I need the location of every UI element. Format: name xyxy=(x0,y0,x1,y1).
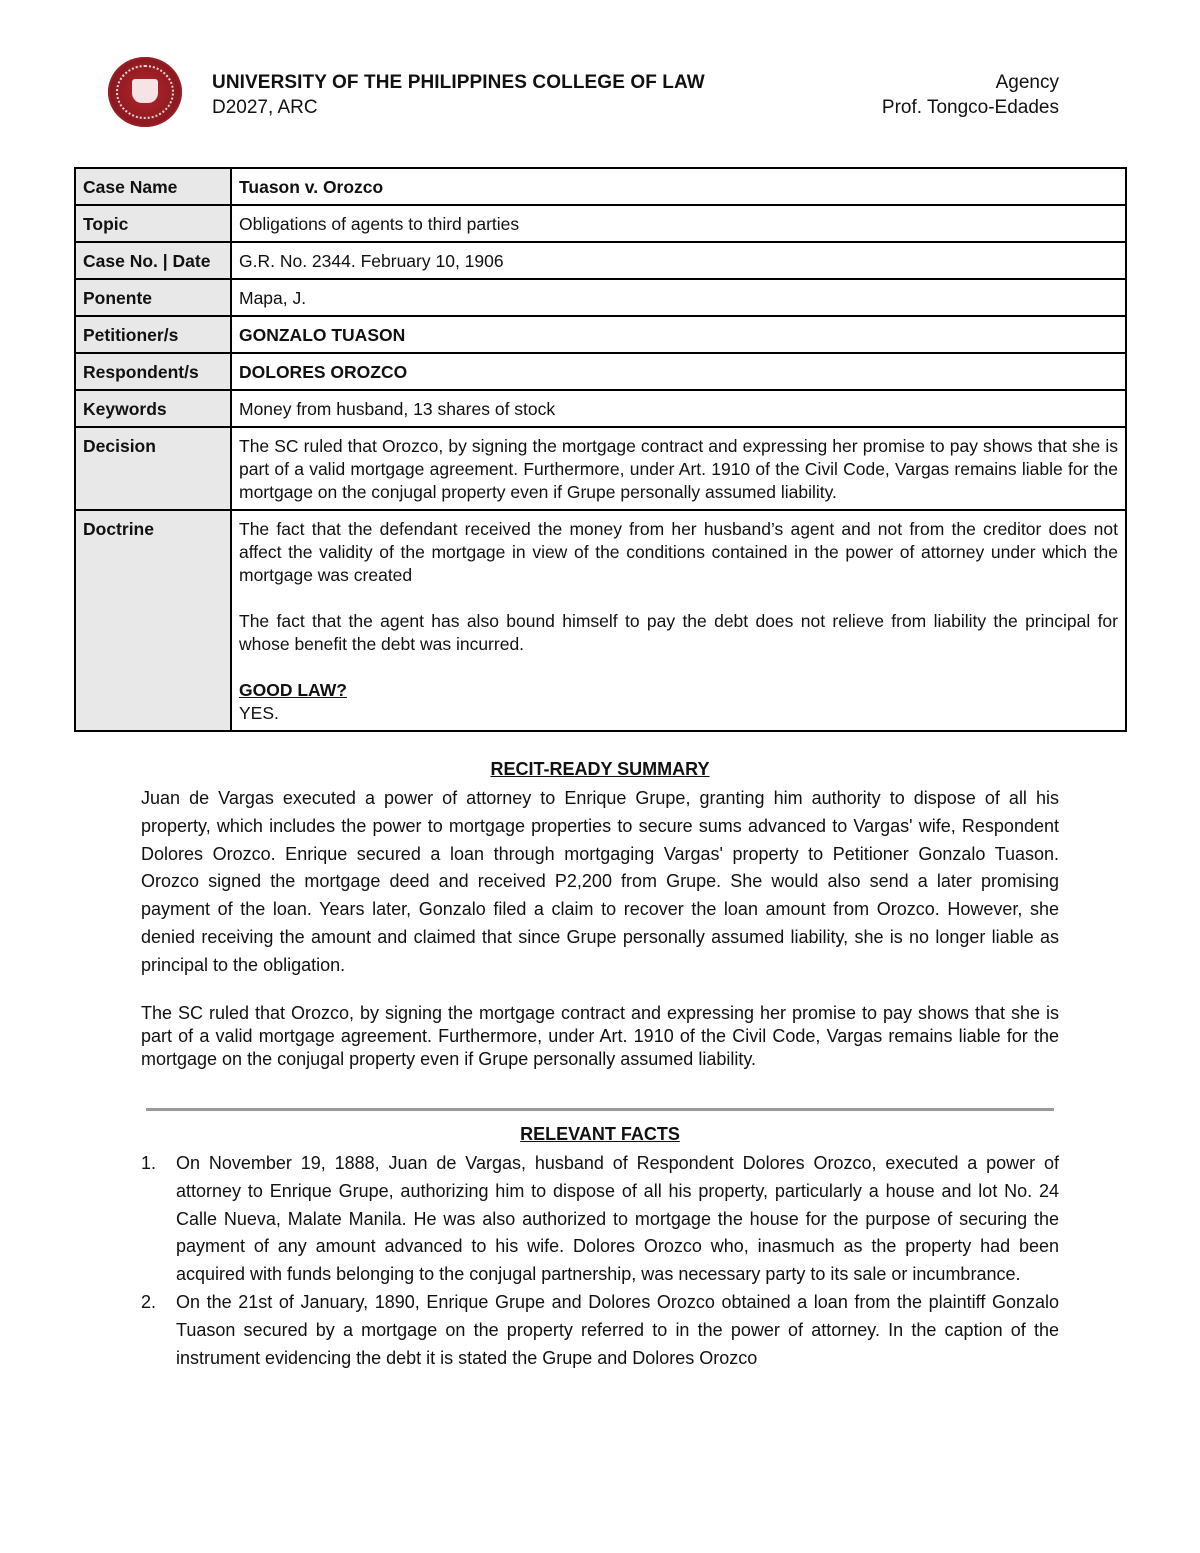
petitioner-label: Petitioner/s xyxy=(75,316,231,353)
table-row-topic xyxy=(75,205,1126,242)
table-row-case-no xyxy=(75,242,1126,279)
professor-label: Prof. Tongco-Edades xyxy=(881,97,1059,118)
table-row-respondent xyxy=(75,353,1126,390)
list-item-text: On the 21st of January, 1890, Enrique Grupe and Dolores Orozco obtained a loan from the plaintiff Gonzalo Tuason secured by a mortgage on the property referred to in the power of attorney. In the caption of the instrument evidencing the debt it is stated the Grupe and Dolores Orozco xyxy=(176,1291,1059,1368)
up-law-seal-logo xyxy=(108,57,182,127)
table-row-case-name xyxy=(75,168,1126,205)
respondent-label: Respondent/s xyxy=(75,353,231,390)
facts-heading: RELEVANT FACTS xyxy=(520,1124,680,1144)
doctrine-paragraph-2: The fact that the agent has also bound himself to pay the debt does not relieve from liability the principal for whose benefit the debt was incurred. xyxy=(239,611,1118,654)
list-item-text: On November 19, 1888, Juan de Vargas, husband of Respondent Dolores Orozco, executed a power of attorney to Enrique Grupe, authorizing him to dispose of all his property, particularly a house and lot No. 24 Calle Nueva, Malate Manila. He was also authorized to mortgage the house for the purpose of securing the payment of any amount advanced to his wife. Dolores Orozco who, inasmuch as the property had been acquired with funds belonging to the conjugal partnership, was necessary party to its sale or incumbrance. xyxy=(176,1153,1059,1285)
case-name-value: Tuason v. Orozco xyxy=(231,168,1126,205)
batch-label: D2027, ARC xyxy=(212,97,318,118)
ponente-label: Ponente xyxy=(75,279,231,316)
summary-paragraph-1: Juan de Vargas executed a power of attorney to Enrique Grupe, granting him authority to dispose of all his property, which includes the power to mortgage properties to secure sums advanced to Vargas' wife, Respondent Dolores Orozco. Enrique secured a loan through mortgaging Vargas' property to Petitioner Gonzalo Tuason. Orozco signed the mortgage deed and received P2,200 from Grupe. She would also send a later promising payment of the loan. Years later, Gonzalo filed a claim to recover the loan amount from Orozco. However, she denied receiving the amount and claimed that since Grupe personally assumed liability, she is no longer liable as principal to the obligation. xyxy=(141,788,1059,975)
case-name-label: Case Name xyxy=(75,168,231,205)
subject-label: Agency xyxy=(995,72,1059,93)
table-row-petitioner xyxy=(75,316,1126,353)
list-item-number: 1. xyxy=(141,1153,157,1173)
doctrine-paragraph-1: The fact that the defendant received the money from her husband’s agent and not from the creditor does not affect the validity of the mortgage in view of the conditions contained in the power of attorney under which the mortgage was created xyxy=(239,519,1118,585)
table-row-ponente xyxy=(75,279,1126,316)
list-item-number: 2. xyxy=(141,1291,157,1312)
keywords-label: Keywords xyxy=(75,390,231,427)
respondent-value: DOLORES OROZCO xyxy=(231,353,1126,390)
university-name: UNIVERSITY OF THE PHILIPPINES COLLEGE OF LAW xyxy=(212,72,705,93)
table-row-decision xyxy=(75,427,1126,510)
petitioner-value: GONZALO TUASON xyxy=(231,316,1126,353)
list-item xyxy=(141,1289,1059,1372)
decision-value: The SC ruled that Orozco, by signing the mortgage contract and expressing her promise to pay shows that she is part of a valid mortgage agreement. Furthermore, under Art. 1910 of the Civil Code, Vargas remains liable for the mortgage on the conjugal property even if Grupe personally assumed liability. xyxy=(231,427,1126,510)
section-divider xyxy=(146,1108,1054,1111)
table-row-keywords xyxy=(75,390,1126,427)
page-header xyxy=(0,0,1200,140)
summary-paragraph-2: The SC ruled that Orozco, by signing the mortgage contract and expressing her promise to pay shows that she is part of a valid mortgage agreement. Furthermore, under Art. 1910 of the Civil Code, Vargas remains liable for the mortgage on the conjugal property even if Grupe personally assumed liability. xyxy=(141,1003,1059,1069)
keywords-value: Money from husband, 13 shares of stock xyxy=(231,390,1126,427)
good-law-block xyxy=(239,679,1118,725)
case-no-value: G.R. No. 2344. February 10, 1906 xyxy=(231,242,1126,279)
topic-label: Topic xyxy=(75,205,231,242)
case-no-label: Case No. | Date xyxy=(75,242,231,279)
table-row-doctrine xyxy=(75,510,1126,731)
good-law-label: GOOD LAW? xyxy=(239,680,347,700)
doctrine-value xyxy=(231,510,1126,731)
summary-heading: RECIT-READY SUMMARY xyxy=(490,759,710,779)
list-item xyxy=(141,1150,1059,1289)
decision-label: Decision xyxy=(75,427,231,510)
good-law-value: YES. xyxy=(239,703,279,723)
facts-list xyxy=(141,1150,1059,1372)
topic-value: Obligations of agents to third parties xyxy=(231,205,1126,242)
doctrine-label: Doctrine xyxy=(75,510,231,731)
case-digest-table xyxy=(74,167,1127,732)
ponente-value: Mapa, J. xyxy=(231,279,1126,316)
